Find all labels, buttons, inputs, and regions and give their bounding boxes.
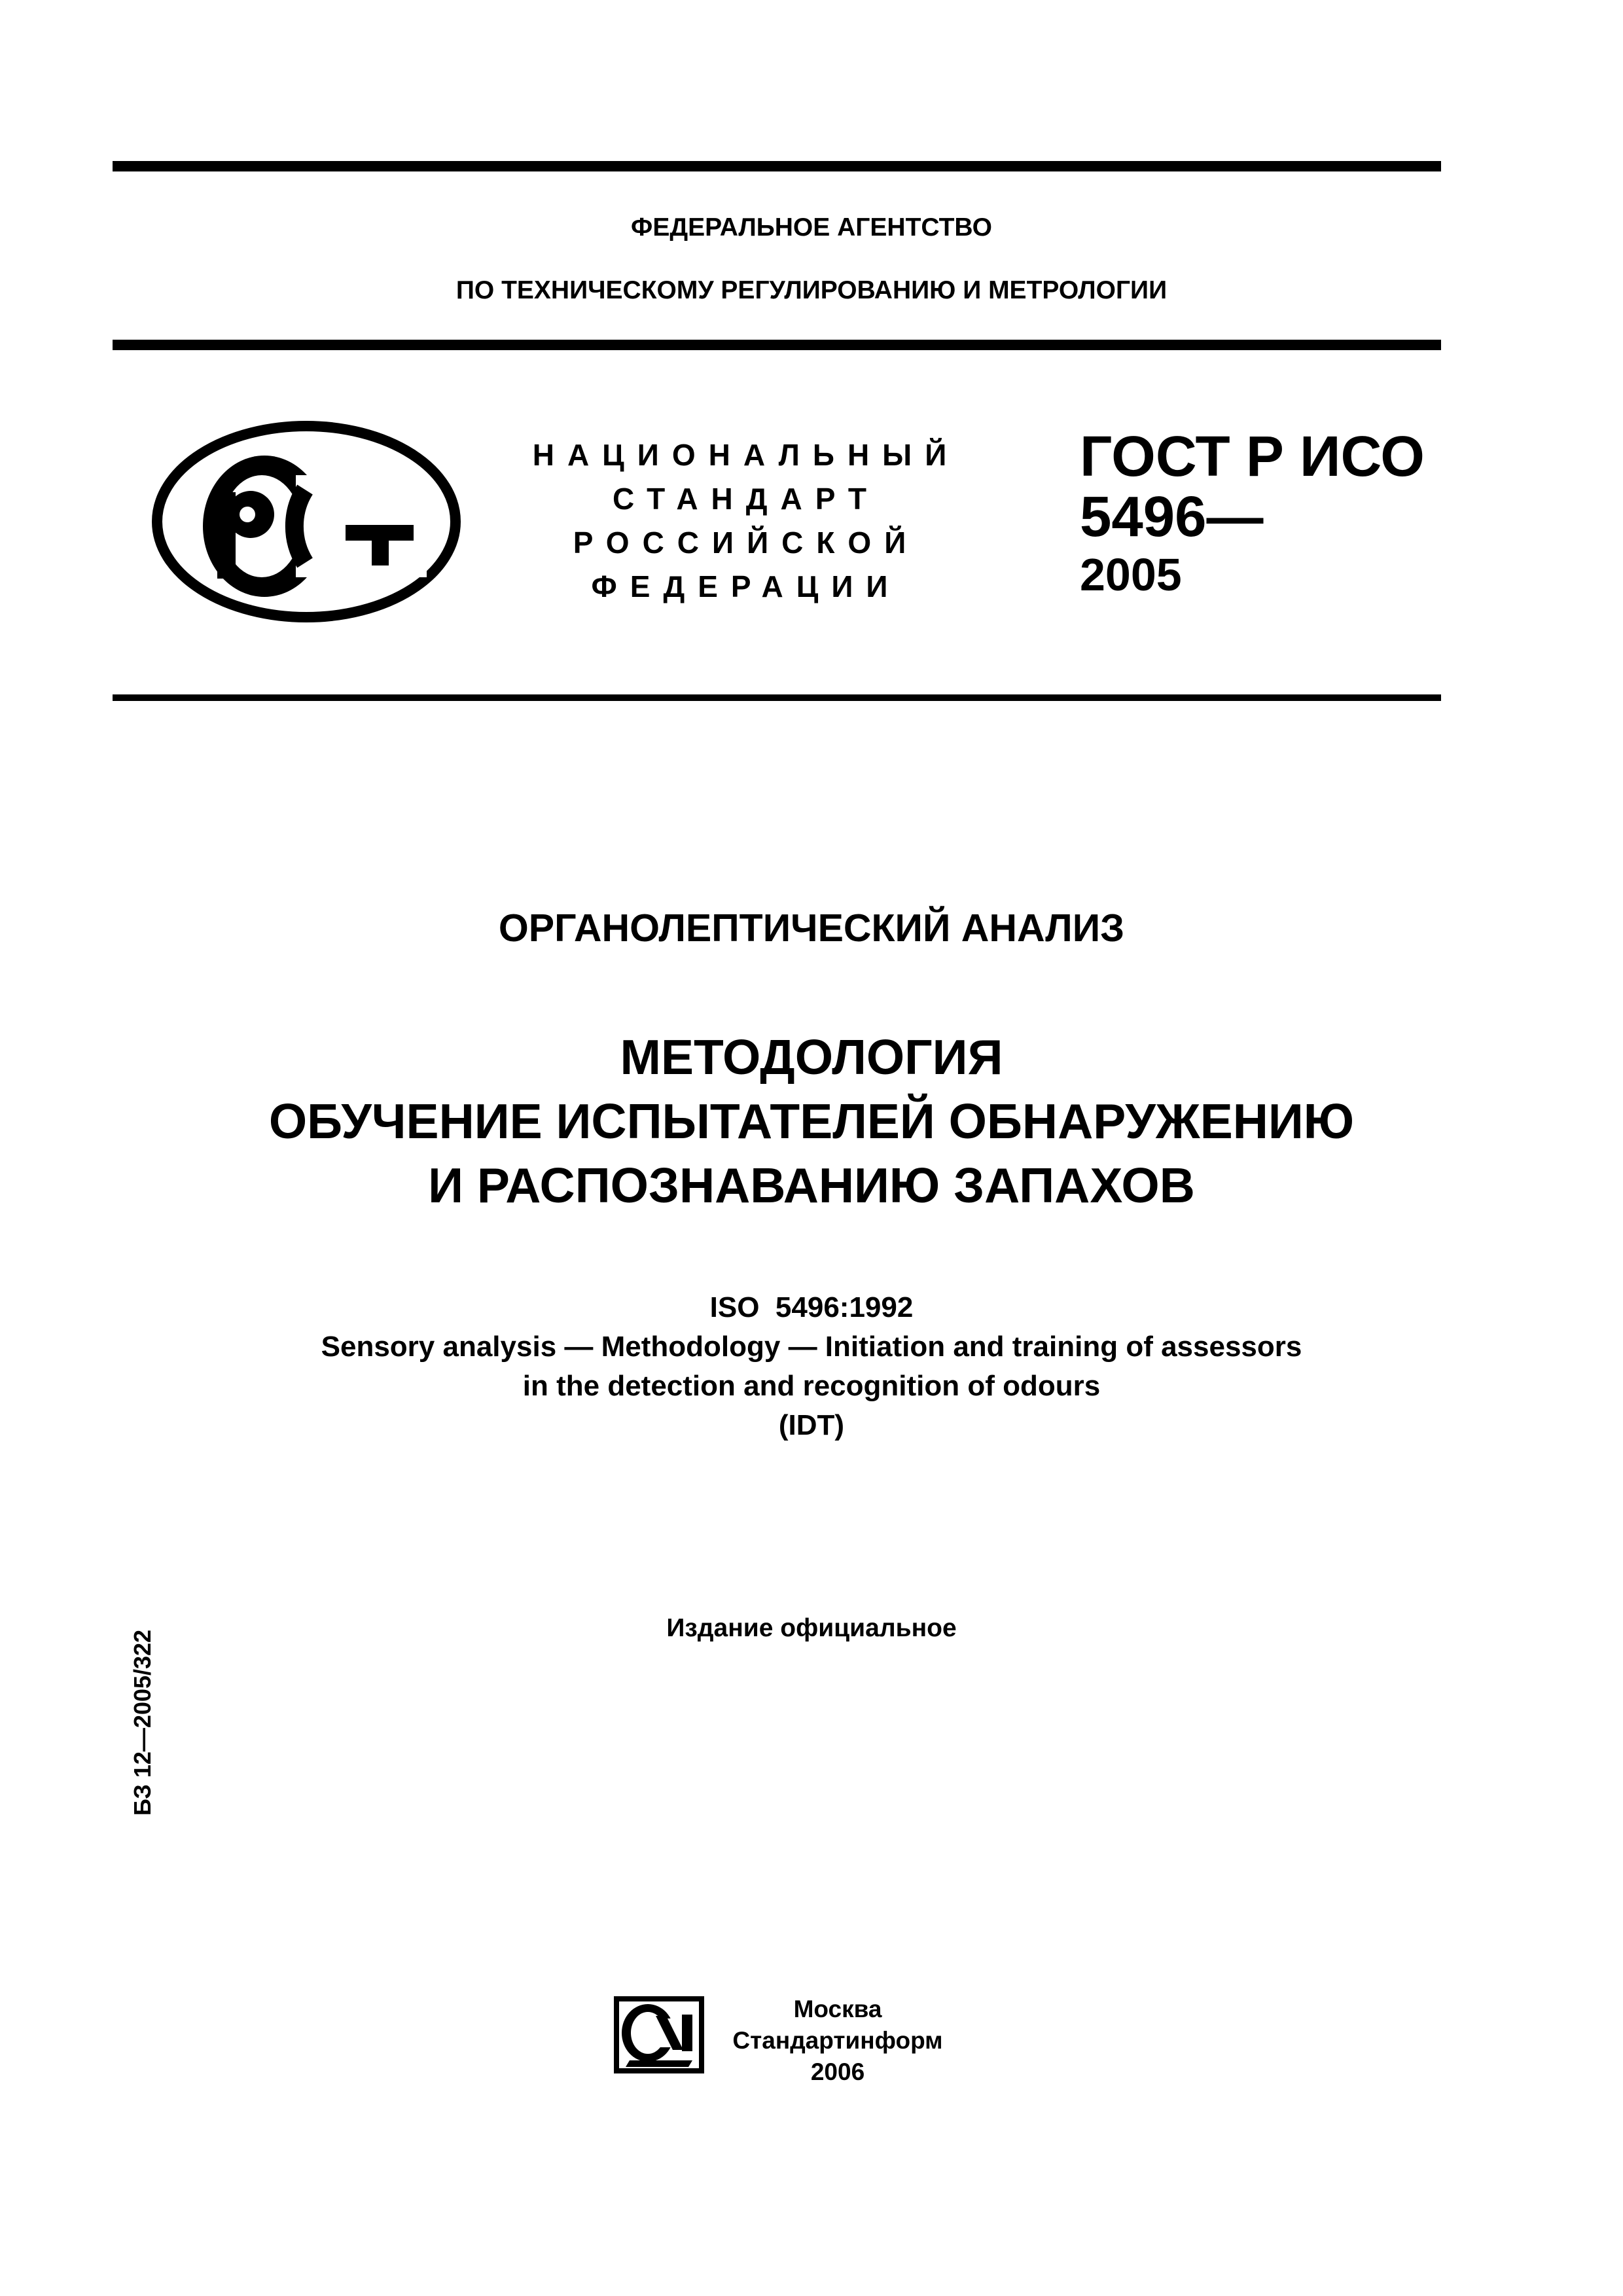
national-line-3: РОССИЙСКОЙ	[573, 526, 919, 560]
publisher-year: 2006	[810, 2058, 865, 2085]
iso-title-line1: Sensory analysis — Methodology — Initiation and training of assessors	[321, 1331, 1302, 1363]
standard-designation	[1080, 427, 1425, 602]
agency-name-line1: ФЕДЕРАЛЬНОЕ АГЕНТСТВО	[631, 213, 992, 242]
iso-title-line2: in the detection and recognition of odours	[522, 1370, 1101, 1402]
document-subject: ОРГАНОЛЕПТИЧЕСКИЙ АНАЛИЗ	[498, 906, 1125, 950]
top-rule	[113, 161, 1441, 171]
iso-number: ISO 5496:1992	[709, 1291, 914, 1323]
edition-note: Издание официальное	[666, 1614, 957, 1642]
middle-rule	[113, 340, 1441, 350]
agency-name-line2: ПО ТЕХНИЧЕСКОМУ РЕГУЛИРОВАНИЮ И МЕТРОЛОГИИ	[455, 276, 1168, 304]
title-line-1: МЕТОДОЛОГИЯ	[620, 1030, 1003, 1085]
iso-degree: (IDT)	[778, 1409, 845, 1441]
national-line-1: НАЦИОНАЛЬНЫЙ	[532, 438, 960, 472]
publisher-logo	[610, 1992, 708, 2077]
rst-logo	[149, 418, 463, 626]
national-standard-label	[507, 433, 985, 609]
designation-line1: ГОСТ Р ИСО	[1080, 425, 1425, 488]
publisher-info	[720, 1994, 955, 2088]
publisher-name: Стандартинформ	[732, 2027, 943, 2054]
title-line-2: ОБУЧЕНИЕ ИСПЫТАТЕЛЕЙ ОБНАРУЖЕНИЮ	[268, 1094, 1355, 1149]
document-title	[0, 1025, 1623, 1217]
publisher-city: Москва	[793, 1996, 882, 2022]
designation-line2: 5496—	[1080, 485, 1264, 548]
national-line-4: ФЕДЕРАЦИИ	[591, 569, 901, 603]
iso-reference	[0, 1288, 1623, 1445]
side-code: БЗ 12—2005/322	[129, 1629, 156, 1816]
title-line-3: И РАСПОЗНАВАНИЮ ЗАПАХОВ	[428, 1158, 1195, 1213]
national-line-2: СТАНДАРТ	[613, 482, 880, 516]
designation-year: 2005	[1080, 549, 1182, 600]
lower-rule	[113, 694, 1441, 701]
